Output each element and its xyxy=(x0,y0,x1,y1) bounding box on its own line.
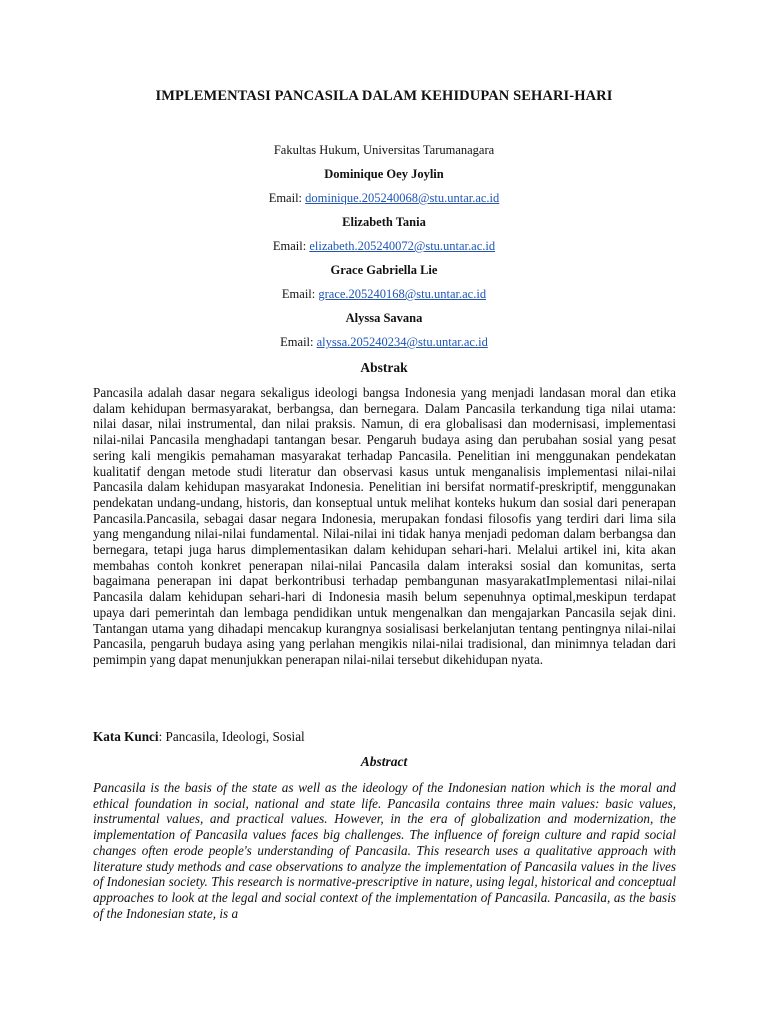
author-email-link[interactable]: alyssa.205240234@stu.untar.ac.id xyxy=(316,335,488,349)
author-email-line xyxy=(0,239,768,254)
keywords-text: : Pancasila, Ideologi, Sosial xyxy=(158,729,305,744)
email-label: Email: xyxy=(281,287,319,301)
email-label: Email: xyxy=(268,191,306,205)
author-email-link[interactable]: grace.205240168@stu.untar.ac.id xyxy=(318,287,487,301)
author-name: Elizabeth Tania xyxy=(342,215,426,229)
affiliation: Fakultas Hukum, Universitas Tarumanagara xyxy=(273,143,495,157)
abstrak-body: Pancasila adalah dasar negara sekaligus ideologi bangsa Indonesia yang menjadi landasan moral dan etika dalam kehidupan bermasyarakat, berbangsa, dan bernegara. Dalam Pancasila terkandung tiga nilai utama: nilai dasar, nilai instrumental, dan nilai praksis. Namun, di era globalisasi dan modernisasi, implementasi nilai-nilai Pancasila menghadapi tantangan besar. Pengaruh budaya asing dan perubahan sosial yang pesat sering kali mengikis pemahaman masyarakat terhadap Pancasila. Penelitian ini menggunakan pendekatan kualitatif dengan metode studi literatur dan observasi kasus untuk menganalisis implementasi nilai-nilai Pancasila dalam kehidupan masyarakat Indonesia. Penelitian ini bersifat normatif-preskriptif, menggunakan pendekatan undang-undang, historis, dan konseptual untuk melihat konteks hukum dan sosial dari penerapan Pancasila.Pancasila, sebagai dasar negara Indonesia, merupakan fondasi filosofis yang terdiri dari lima sila yang mengandung nilai-nilai fundamental. Nilai-nilai ini tidak hanya menjadi pedoman dalam berbangsa dan bernegara, tetapi juga harus dimplementasikan dalam kehidupan sehari-hari. Melalui artikel ini, kita akan membahas contoh konkret penerapan nilai-nilai Pancasila dalam interaksi sosial dan komunitas, serta bagaimana penerapan ini dapat berkontribusi terhadap pembangunan masyarakatImplementasi nilai-nilai Pancasila dalam kehidupan sehari-hari di Indonesia masih belum sepenuhnya optimal,meskipun terdapat upaya dari pemerintah dan lembaga pendidikan untuk mengenalkan dan mengajarkan Pancasila sejak dini. Tantangan utama yang dihadapi mencakup kurangnya sosialisasi berkelanjutan tentang pentingnya nilai-nilai Pancasila, pengaruh budaya asing yang perlahan mengikis nilai-nilai tradisional, dan minimnya teladan dari pemimpin yang dapat menunjukkan penerapan nilai-nilai tersebut dikehidupan nyata. xyxy=(93,385,676,667)
email-label: Email: xyxy=(280,335,317,349)
abstract-body: Pancasila is the basis of the state as well as the ideology of the Indonesian nation which is the moral and ethical foundation in social, national and state life. Pancasila contains three main values: basic values, instrumental values, and practical values. However, in the era of globalization and modernization, the implementation of Pancasila values faces big challenges. The influence of foreign culture and rapid social changes often erode people's understanding of Pancasila. This research uses a qualitative approach with literature study methods and case observations to analyze the implementation of Pancasila values in the lives of Indonesian society. This research is normative-prescriptive in nature, using legal, historical and conceptual approaches to look at the legal and social context of the implementation of Pancasila. Pancasila, as the basis of the Indonesian state, is a xyxy=(93,780,676,921)
author-name: Alyssa Savana xyxy=(345,311,423,325)
email-label: Email: xyxy=(272,239,310,253)
author-email-line xyxy=(0,287,768,302)
paper-title: IMPLEMENTASI PANCASILA DALAM KEHIDUPAN SEHARI-HARI xyxy=(155,88,613,104)
author-name: Grace Gabriella Lie xyxy=(330,263,438,277)
author-email-line xyxy=(0,335,768,350)
keywords-line xyxy=(93,729,305,745)
abstrak-heading: Abstrak xyxy=(360,360,408,375)
keywords-label: Kata Kunci xyxy=(93,729,159,744)
author-email-link[interactable]: dominique.205240068@stu.untar.ac.id xyxy=(305,191,500,205)
author-name: Dominique Oey Joylin xyxy=(324,167,444,181)
author-email-line xyxy=(0,191,768,206)
abstract-heading: Abstract xyxy=(360,754,408,769)
author-email-link[interactable]: elizabeth.205240072@stu.untar.ac.id xyxy=(309,239,496,253)
